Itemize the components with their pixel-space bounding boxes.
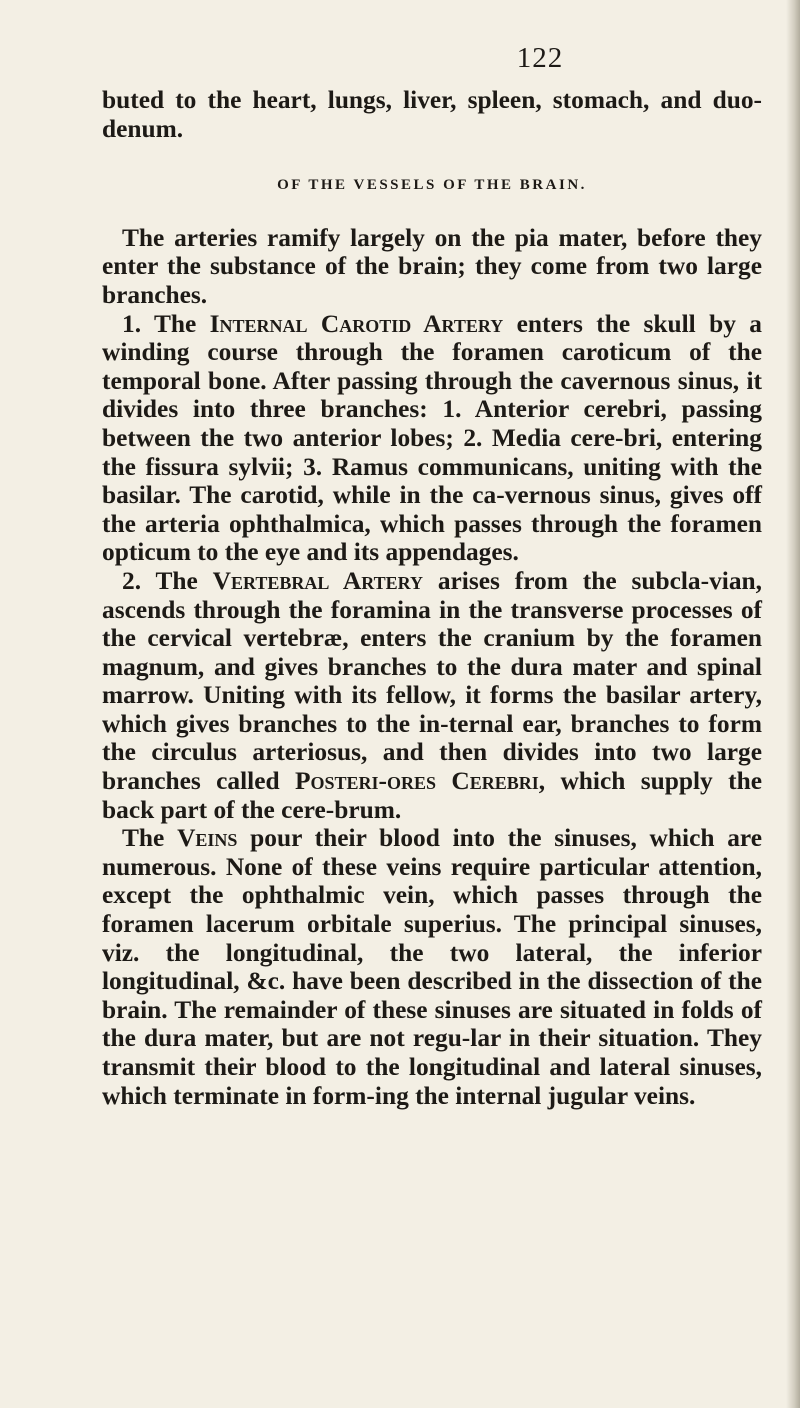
veins-text: pour their blood into the sinuses, which are numerous. None of these veins require particular attention, except the ophthalmic vein, which passes through the foramen lacerum orbitale superius. The principal sinuses, viz. the longitudinal, the two lateral, the inferior longitudinal, &c. have been described in the dissection of the brain. The remainder of these sinuses are situated in folds of the dura mater, but are not regu-lar in their situation. They transmit their blood to the longitudinal and lateral sinuses, which terminate in form-ing the internal jugular veins. (102, 824, 762, 1110)
carotid-term: Internal Carotid Artery (209, 309, 504, 338)
page-edge-shadow (786, 0, 800, 1408)
carotid-paragraph (102, 310, 762, 567)
page-number: 122 (516, 42, 564, 74)
vertebral-text-1: arises from the subcla-vian, ascends through the foramina in the transverse processes of the cervical vertebræ, enters the cranium by the foramen magnum, and gives branches to the dura mater and spinal marrow. Uniting with its fellow, it forms the basilar artery, which gives branches to the in-ternal ear, branches to form the circulus arteriosus, and then divides into two large branches called (102, 566, 762, 796)
posteriores-term: Posteri-ores Cerebri (294, 767, 539, 796)
continuation-paragraph: buted to the heart, lungs, liver, spleen, stomach, and duo-denum. (102, 86, 762, 143)
vertebral-number: 2. The (122, 566, 213, 595)
intro-paragraph: The arteries ramify largely on the pia mater, before they enter the substance of the brain; they come from two large branches. (102, 223, 762, 309)
carotid-number: 1. The (122, 309, 210, 338)
veins-paragraph (102, 824, 762, 1110)
carotid-text: enters the skull by a winding course through the foramen caroticum of the temporal bone. After passing through the cavernous sinus, it divides into three branches: 1. Anterior cerebri, passing between the two anterior lobes; 2. Media cere-bri, entering the fissura sylvii; 3. Ramus communicans, uniting with the basilar. The carotid, while in the ca-vernous sinus, gives off the arteria ophthalmica, which passes through the foramen opticum to the eye and its appendages. (102, 309, 762, 567)
vertebral-text-2: , which supply the back part of the cere-brum. (102, 767, 762, 824)
veins-term: Veins (177, 824, 238, 853)
page-body (102, 86, 762, 1110)
vertebral-term: Vertebral Artery (212, 566, 423, 595)
section-heading: OF THE VESSELS OF THE BRAIN. (277, 177, 587, 194)
vertebral-paragraph (102, 567, 762, 824)
veins-lead: The (122, 824, 178, 853)
